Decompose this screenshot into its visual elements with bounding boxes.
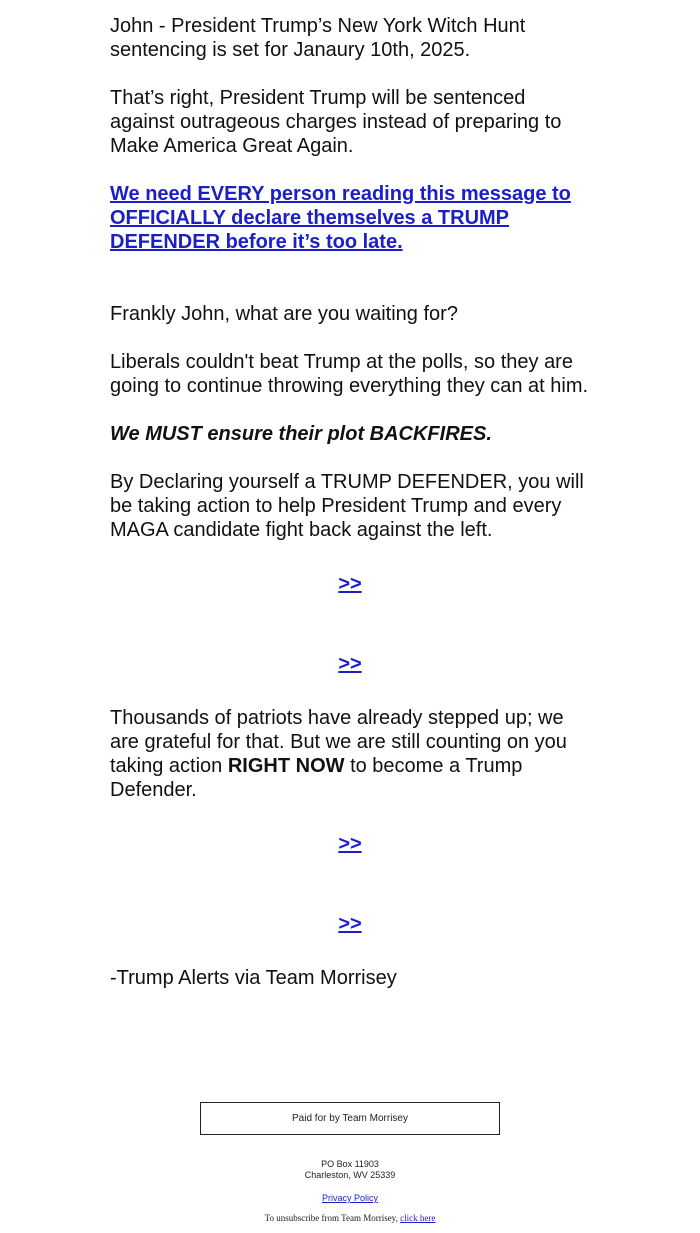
arrow-link-4[interactable]: >> xyxy=(338,913,362,935)
arrow-link-1[interactable]: >> xyxy=(338,573,362,595)
arrow-row-2 xyxy=(110,652,590,706)
declare-defender-link[interactable]: We need EVERY person reading this message to OFFICIALLY declare themselves a TRUMP DEFENDER before it’s too late. xyxy=(110,183,571,253)
unsubscribe-text: To unsubscribe from Team Morrisey, xyxy=(264,1213,401,1223)
unsubscribe-row xyxy=(0,1213,700,1224)
arrow-link-2[interactable]: >> xyxy=(338,653,362,675)
arrow-row-1 xyxy=(110,572,590,652)
paid-for-disclaimer: Paid for by Team Morrisey xyxy=(200,1102,500,1135)
privacy-row xyxy=(0,1193,700,1204)
declaring-paragraph: By Declaring yourself a TRUMP DEFENDER, you will be taking action to help President Trump and every MAGA candidate fight back against the left. xyxy=(110,471,584,541)
address-line-1: PO Box 11903 xyxy=(321,1159,379,1169)
must-paragraph: We MUST ensure their plot BACKFIRES. xyxy=(110,423,492,445)
right-now-emphasis: RIGHT NOW xyxy=(227,755,345,777)
arrow-row-3 xyxy=(110,832,590,912)
thousands-paragraph xyxy=(110,706,590,802)
arrow-row-4 xyxy=(110,912,590,966)
thousands-text-before: Thousands of patriots have already stepped up; we are grateful for that. But we are still counting on you taking action xyxy=(110,707,567,777)
thousands-text-after: to become a Trump Defender. xyxy=(110,755,523,801)
unsubscribe-link[interactable]: click here xyxy=(400,1213,436,1223)
question-paragraph: Frankly John, what are you waiting for? xyxy=(110,303,458,325)
arrow-link-3[interactable]: >> xyxy=(338,833,362,855)
cta-paragraph xyxy=(110,182,590,254)
signature: -Trump Alerts via Team Morrisey xyxy=(110,967,397,989)
liberals-paragraph: Liberals couldn't beat Trump at the polls, so they are going to continue throwing everything they can at him. xyxy=(110,351,589,397)
privacy-policy-link[interactable]: Privacy Policy xyxy=(321,1193,378,1203)
intro-paragraph: John - President Trump’s New York Witch Hunt sentencing is set for Janaury 10th, 2025. xyxy=(110,15,526,61)
mailing-address xyxy=(0,1159,700,1181)
address-line-2: Charleston, WV 25339 xyxy=(304,1170,396,1180)
context-paragraph: That’s right, President Trump will be sentenced against outrageous charges instead of preparing to Make America Great Again. xyxy=(110,87,562,157)
email-body xyxy=(110,14,590,990)
